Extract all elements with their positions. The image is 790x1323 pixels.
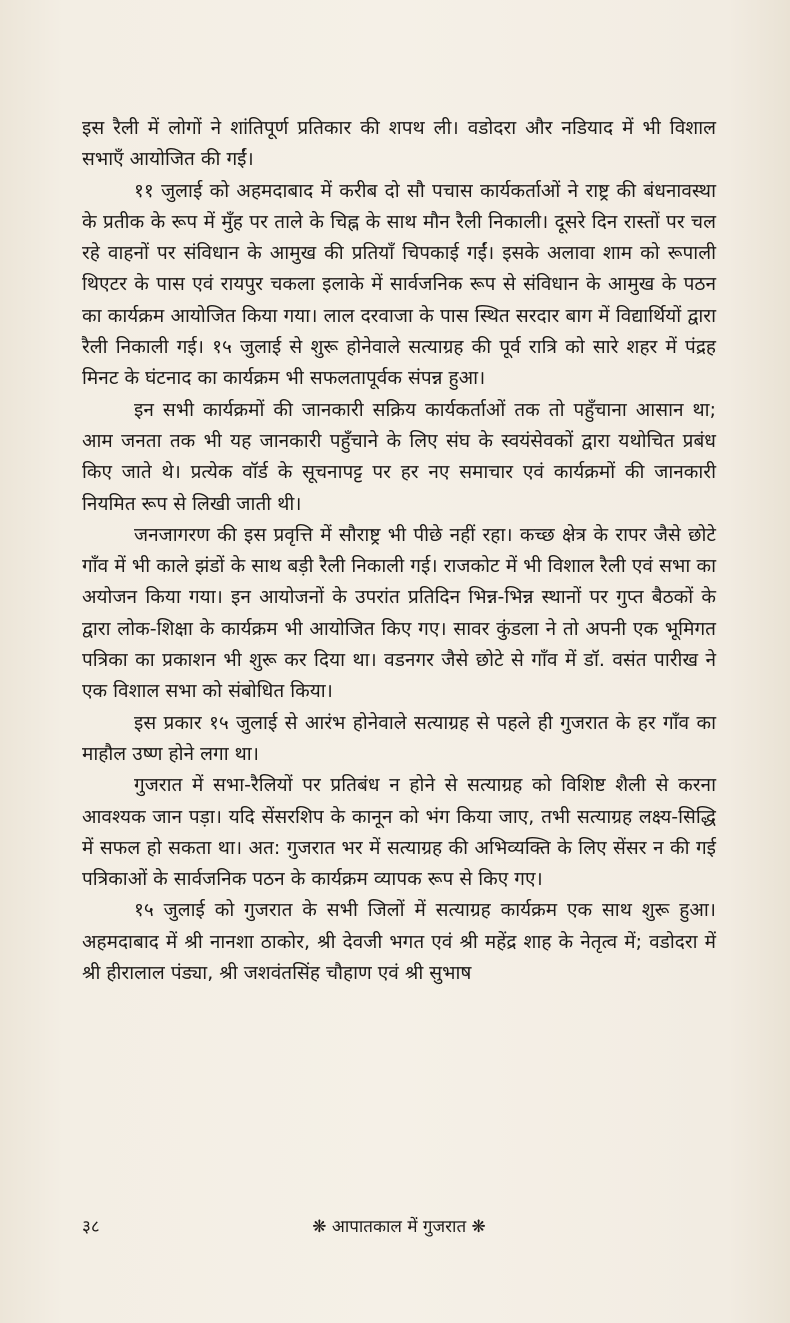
paragraph-4: जनजागरण की इस प्रवृत्ति में सौराष्ट्र भी पीछे नहीं रहा। कच्छ क्षेत्र के रापर जैसे छोटे गाँव में भी काले झंडों के साथ बड़ी रैली निकाली गई। राजकोट में भी विशाल रैली एवं सभा का अयोजन किया गया। इन आयोजनों के उपरांत प्रतिदिन भिन्न-भिन्न स्थानों पर गुप्त बैठकों के द्वारा लोक-शिक्षा के कार्यक्रम भी आयोजित किए गए। सावर कुंडला ने तो अपनी एक भूमिगत पत्रिका का प्रकाशन भी शुरू कर दिया था। वडनगर जैसे छोटे से गाँव में डॉ. वसंत पारीख ने एक विशाल सभा को संबोधित किया। [82,523,716,703]
running-title: ❋ आपातकाल में गुजरात ❋ [312,1217,486,1237]
paragraph-6: गुजरात में सभा-रैलियों पर प्रतिबंध न होने से सत्याग्रह को विशिष्ट शैली से करना आवश्यक जान पड़ा। यदि सेंसरशिप के कानून को भंग किया जाए, तभी सत्याग्रह लक्ष्य-सिद्धि में सफल हो सकता था। अत: गुजरात भर में सत्याग्रह की अभिव्यक्ति के लिए सेंसर न की गई पत्रिकाओं के सार्वजनिक पठन के कार्यक्रम व्यापक रूप से किए गए। [82,774,716,891]
page-footer [82,1210,716,1240]
paragraph-3: इन सभी कार्यक्रमों की जानकारी सक्रिय कार्यकर्ताओं तक तो पहुँचाना आसान था; आम जनता तक भी यह जानकारी पहुँचाने के लिए संघ के स्वयंसेवकों द्वारा यथोचित प्रबंध किए जाते थे। प्रत्येक वॉर्ड के सूचनापट्ट पर हर नए समाचार एवं कार्यक्रमों की जानकारी नियमित रूप से लिखी जाती थी। [82,398,716,515]
page-body [82,113,716,989]
paragraph-1: इस रैली में लोगों ने शांतिपूर्ण प्रतिकार की शपथ ली। वडोदरा और नडियाद में भी विशाल सभाएँ आयोजित की गईं। [82,117,716,171]
paragraph-2: ११ जुलाई को अहमदाबाद में करीब दो सौ पचास कार्यकर्ताओं ने राष्ट्र की बंधनावस्था के प्रतीक के रूप में मुँह पर ताले के चिह्न के साथ मौन रैली निकाली। दूसरे दिन रास्तों पर चल रहे वाहनों पर संविधान के आमुख की प्रतियाँ चिपकाई गईं। इसके अलावा शाम को रूपाली थिएटर के पास एवं रायपुर चकला इलाके में सार्वजनिक रूप से संविधान के आमुख के पठन का कार्यक्रम आयोजित किया गया। लाल दरवाजा के पास स्थित सरदार बाग में विद्यार्थियों द्वारा रैली निकाली गई। १५ जुलाई से शुरू होनेवाले सत्याग्रह की पूर्व रात्रि को सारे शहर में पंद्रह मिनट के घंटनाद का कार्यक्रम भी सफलतापूर्वक संपन्न हुआ। [82,179,716,390]
paragraph-5: इस प्रकार १५ जुलाई से आरंभ होनेवाले सत्याग्रह से पहले ही गुजरात के हर गाँव का माहौल उष्ण होने लगा था। [82,711,716,765]
paragraph-7: १५ जुलाई को गुजरात के सभी जिलों में सत्याग्रह कार्यक्रम एक साथ शुरू हुआ। अहमदाबाद में श्री नानशा ठाकोर, श्री देवजी भगत एवं श्री महेंद्र शाह के नेतृत्व में; वडोदरा में श्री हीरालाल पंड्या, श्री जशवंतसिंह चौहाण एवं श्री सुभाष [82,899,716,985]
page-number: ३८ [82,1217,100,1237]
